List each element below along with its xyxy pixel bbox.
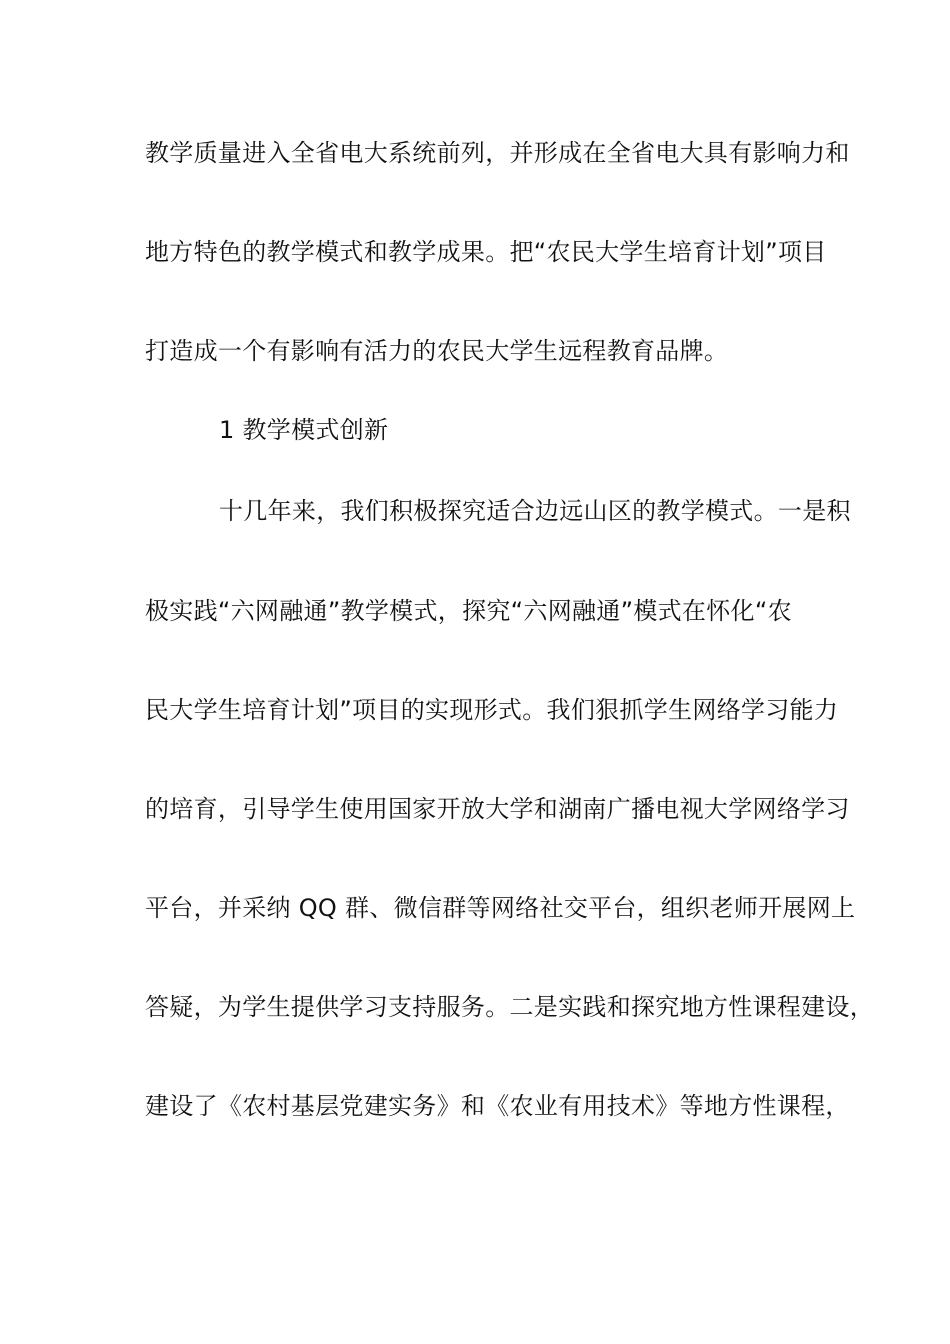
body-text-line: 平台，并采纳 QQ 群、微信群等网络社交平台，组织老师开展网上 xyxy=(145,894,856,922)
body-text-line: 极实践“六网融通”教学模式，探究“六网融通”模式在怀化“农 xyxy=(145,597,792,625)
body-text-line: 地方特色的教学模式和教学成果。把“农民大学生培育计划”项目 xyxy=(145,238,827,266)
body-text-line: 答疑，为学生提供学习支持服务。二是实践和探究地方性课程建设， xyxy=(145,993,874,1021)
body-text-line: 的培育，引导学生使用国家开放大学和湖南广播电视大学网络学习 xyxy=(145,795,850,823)
section-heading: 1 教学模式创新 xyxy=(219,416,389,444)
body-text-line: 建设了《农村基层党建实务》和《农业有用技术》等地方性课程， xyxy=(145,1092,850,1120)
body-text-line: 十几年来，我们积极探究适合边远山区的教学模式。一是积 xyxy=(219,497,851,525)
body-text-line: 教学质量进入全省电大系统前列，并形成在全省电大具有影响力和 xyxy=(145,139,850,167)
body-text-line: 民大学生培育计划”项目的实现形式。我们狠抓学生网络学习能力 xyxy=(145,696,839,724)
body-text-line: 打造成一个有影响有活力的农民大学生远程教育品牌。 xyxy=(145,337,729,365)
